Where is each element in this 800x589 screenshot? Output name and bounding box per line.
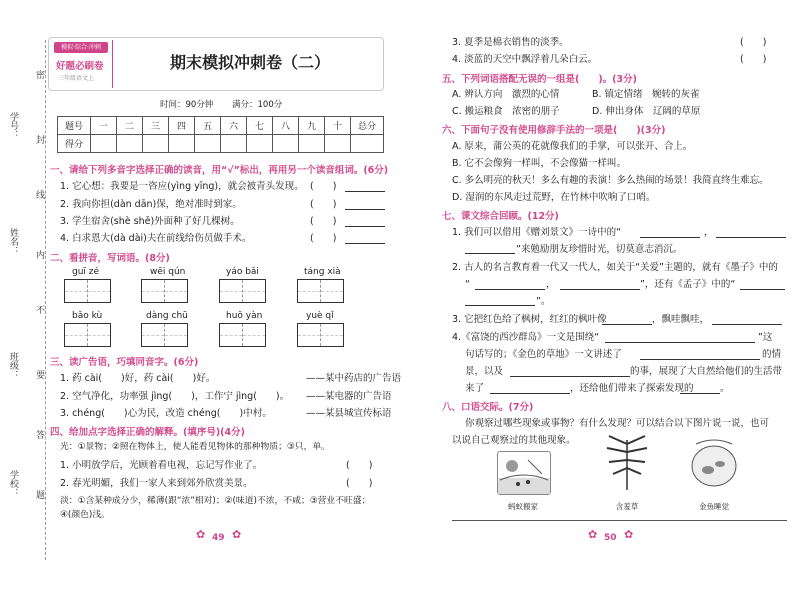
cut-mark: 内 [34,250,44,259]
page-title: 期末模拟冲刺卷（二） [170,53,331,72]
cut-mark: 密 [34,70,44,79]
s6-option-b[interactable]: B. 它不会像狗一样叫，不会像猫一样叫。 [452,158,627,169]
s4-item-4: 4. 淡蓝的天空中飘浮着几朵白云。 [452,54,598,65]
answer-blank[interactable] [345,243,385,244]
cut-mark: 答 [34,430,44,439]
score-cell[interactable] [247,135,273,153]
answer-blank[interactable] [475,289,545,290]
section-3-title: 三、读广告语，巧填同音字。(6分) [50,357,199,368]
s7-q3-part1: 3. 它把红色给了枫树，红红的枫叶像 [452,314,607,325]
score-cell[interactable] [91,135,117,153]
answer-blank[interactable] [640,237,700,238]
answer-paren[interactable]: ( ) [740,37,767,48]
answer-paren[interactable]: ( ) [310,233,337,244]
answer-paren[interactable]: ( ) [346,478,373,489]
section-2-title: 二、看拼音，写词语。(8分) [50,253,170,264]
s3-item-2: 2. 空气净化，功率强 jìng( )，工作宁 jìng( )。 [60,391,290,402]
s8-prompt-2: 以说自己观察过的其他现象。 [452,435,576,446]
score-header-cell: 八 [273,117,299,135]
s7-q1-part1: 1. 我们可以借用《赠刘景文》一诗中的“ [452,227,622,238]
section-6-title: 六、下面句子没有使用修辞手法的一项是( )(3分) [442,125,666,136]
pinyin-label: dàng chū [146,311,188,321]
page-number-left: 49 [212,533,225,543]
s1-item-3: 3. 学生宿舍(shè shě)外面种了好几棵树。 [60,216,240,227]
margin-label-class: 班级： [8,352,18,379]
ad-source: ——某中药店的广告语 [306,373,402,384]
score-header-cell: 三 [143,117,169,135]
score-table [57,116,384,153]
score-cell[interactable] [221,135,247,153]
score-cell[interactable] [325,135,351,153]
s7-q4-part3: 句话写的；《金色的草地》一文讲述了 [465,349,622,360]
answer-paren[interactable]: ( ) [310,216,337,227]
cut-mark: 封 [34,135,44,144]
cut-mark: 要 [34,370,44,379]
writing-grid[interactable] [297,279,344,303]
s7-q4-part8: ，还给他们带来了探索发现的 [570,383,694,394]
score-header-cell: 一 [91,117,117,135]
s6-option-c[interactable]: C. 多么明亮的秋天！多么有趣的表演！多么热闹的场景！我简直终生难忘。 [452,175,769,186]
score-cell[interactable] [117,135,143,153]
answer-blank[interactable] [680,393,720,394]
score-header-cell: 四 [169,117,195,135]
margin-label-id: 学号： [8,112,18,139]
s5-option-b[interactable]: B. 镇定情绪 婉转的灰雀 [592,89,700,100]
answer-blank[interactable] [602,324,652,325]
s7-q4-part5: 景，以及 [465,366,504,377]
score-row-label: 得分 [58,135,91,153]
score-header-cell: 七 [247,117,273,135]
answer-blank[interactable] [740,289,785,290]
s6-option-a[interactable]: A. 原来，蒲公英的花就像我们的手掌，可以张开、合上。 [452,141,693,152]
score-header-cell: 九 [299,117,325,135]
answer-blank[interactable] [716,237,786,238]
s1-item-4: 4. 白求恩大(dà dài)夫在前线给伤员做手术。 [60,233,252,244]
answer-paren[interactable]: ( ) [740,54,767,65]
s7-q3-part2: ，飘哇飘哇， [652,314,710,325]
pinyin-label: yáo bǎi [226,267,259,277]
score-header-cell: 题号 [58,117,91,135]
ad-source: ——某县城宣传标语 [306,408,392,419]
answer-blank[interactable] [345,209,385,210]
s1-item-2: 2. 我向你担(dàn dān)保，绝对准时到家。 [60,199,242,210]
s7-q4-part6: 的事，展现了大自然给他们的生活带 [630,366,783,377]
score-header-cell: 五 [195,117,221,135]
answer-blank[interactable] [345,226,385,227]
cut-mark: 题 [34,490,44,499]
badge-top: 模拟·综合·冲刺 [54,42,108,53]
answer-paren[interactable]: ( ) [310,181,337,192]
pinyin-label: bǎo kù [72,311,103,321]
s7-q2-part1: 2. 古人的名言教育着一代又一代人，如关于“关爱”主题的，就有《墨子》中的 [452,262,778,273]
answer-blank[interactable] [560,289,640,290]
answer-blank[interactable] [465,305,535,306]
answer-blank[interactable] [465,253,515,254]
score-header-cell: 总分 [351,117,384,135]
ant-moving-picture [497,451,551,495]
s7-q4-part4: 的情 [762,349,782,360]
writing-grid[interactable] [64,323,111,347]
s7-q4-part7: 来了 [465,383,485,394]
answer-line[interactable] [452,520,787,521]
s5-option-c[interactable]: C. 搬运粮食 浓密的朋子 [452,106,560,117]
score-header-cell: 六 [221,117,247,135]
answer-blank[interactable] [605,342,755,343]
palm-icon: ✿ [232,528,242,541]
answer-blank[interactable] [640,359,760,360]
answer-blank[interactable] [712,324,782,325]
s4-item-1: 1. 小明放学后，光顾着看电视，忘记写作业了。 [60,460,263,471]
answer-blank[interactable] [345,191,385,192]
page-number-right: 50 [604,533,617,543]
writing-grid[interactable] [141,323,188,347]
answer-paren[interactable]: ( ) [346,460,373,471]
s7-q2-part3: ”，还有《孟子》中的“ [640,279,736,290]
pinyin-label: guī zé [72,267,100,277]
pinyin-label: wēi qún [150,267,186,277]
s4-definition-1: 光：①景物；②照在物体上，使人能看见物体的那种物质；③只，单。 [60,442,330,452]
section-4-title: 四、给加点字选择正确的解释。(填序号)(4分) [50,427,245,438]
cut-mark: 线 [34,190,44,199]
palm-icon: ✿ [588,528,598,541]
margin-label-school: 学校： [8,470,18,497]
score-cell[interactable] [273,135,299,153]
writing-grid[interactable] [219,279,266,303]
picture-caption: 金鱼睡觉 [699,502,729,511]
exam-time: 时间：90分钟 [160,100,214,110]
s7-q4-part1: 4.《富饶的西沙群岛》一文是围绕“ [452,332,599,343]
score-header-cell: 二 [117,117,143,135]
score-cell[interactable] [299,135,325,153]
s3-item-1: 1. 药 cài( )好，药 cài( )好。 [60,373,216,384]
goldfish-bowl-picture [688,430,740,472]
s7-q4-part2: ”这 [758,332,773,343]
s4-item-3: 3. 夏季是棉衣销售的淡季。 [452,37,569,48]
writing-grid[interactable] [297,323,344,347]
section-8-title: 八、口语交际。(7分) [442,402,534,413]
score-header-cell: 十 [325,117,351,135]
s4-item-2: 2. 春光明媚，我们一家人来到郊外欣赏美景。 [60,478,253,489]
s7-q4-part9: 。 [720,383,730,394]
palm-icon: ✿ [624,528,634,541]
answer-blank[interactable] [510,376,630,377]
series-badge [52,40,113,88]
cut-mark: 不 [34,305,44,314]
answer-paren[interactable]: ( ) [310,199,337,210]
s1-item-1: 1. 它心想：我要是一咨应(yìng yīng)，就会被青头发现。 [60,181,304,192]
score-cell[interactable] [351,135,384,153]
s6-option-d[interactable]: D. 湿润的东风走过荒野，在竹林中吹响了口哨。 [452,192,656,203]
section-1-title: 一、请给下列多音字选择正确的读音，用“√”标出，再用另一个读音组词。(6分) [50,165,389,176]
writing-grid[interactable] [64,279,111,303]
score-cell[interactable] [143,135,169,153]
s7-q1-part2: ”来勉励朋友珍惜时光，切莫意志消沉。 [516,244,683,255]
cut-line [45,40,46,560]
ad-source: ——某电器的广告语 [306,391,392,402]
picture-caption: 含羞草 [615,502,639,511]
s5-option-d[interactable]: D. 伸出身体 辽阔的草原 [592,106,701,117]
s4-definition-2: 淡：①含某种成分少，稀薄(跟“浓”相对)；②(味道)不浓，不咸；③营业不旺盛；④(颜色)浅。 [60,496,371,520]
score-cell[interactable] [169,135,195,153]
pinyin-label: táng xià [304,267,341,277]
section-5-title: 五、下列词语搭配无误的一组是( )。(3分) [442,74,637,85]
badge-main: 好题必刷卷 [56,61,104,72]
s5-option-a[interactable]: A. 辨认方向 激烈的心情 [452,89,560,100]
pinyin-label: yuè qǐ [306,311,334,321]
palm-icon: ✿ [196,528,206,541]
s3-item-3: 3. chéng( )心为民，改造 chéng( )中村。 [60,408,272,419]
s7-q2-part2: “ [465,279,470,290]
margin-label-name: 姓名： [8,228,18,255]
mimosa-picture [601,430,653,472]
writing-grid[interactable] [141,279,188,303]
full-score: 满分：100分 [232,100,283,110]
answer-blank[interactable] [490,393,570,394]
score-cell[interactable] [195,135,221,153]
badge-sub: 三年级语文上 [58,75,95,82]
s8-prompt-1: 你观察过哪些现象或事物？有什么发现？可以结合以下图片说一说，也可 [465,418,770,429]
pinyin-label: huǒ yàn [226,311,263,321]
writing-grid[interactable] [219,323,266,347]
section-7-title: 七、课文综合回顾。(12分) [442,211,559,222]
picture-caption: 蚂蚁搬家 [508,502,538,511]
